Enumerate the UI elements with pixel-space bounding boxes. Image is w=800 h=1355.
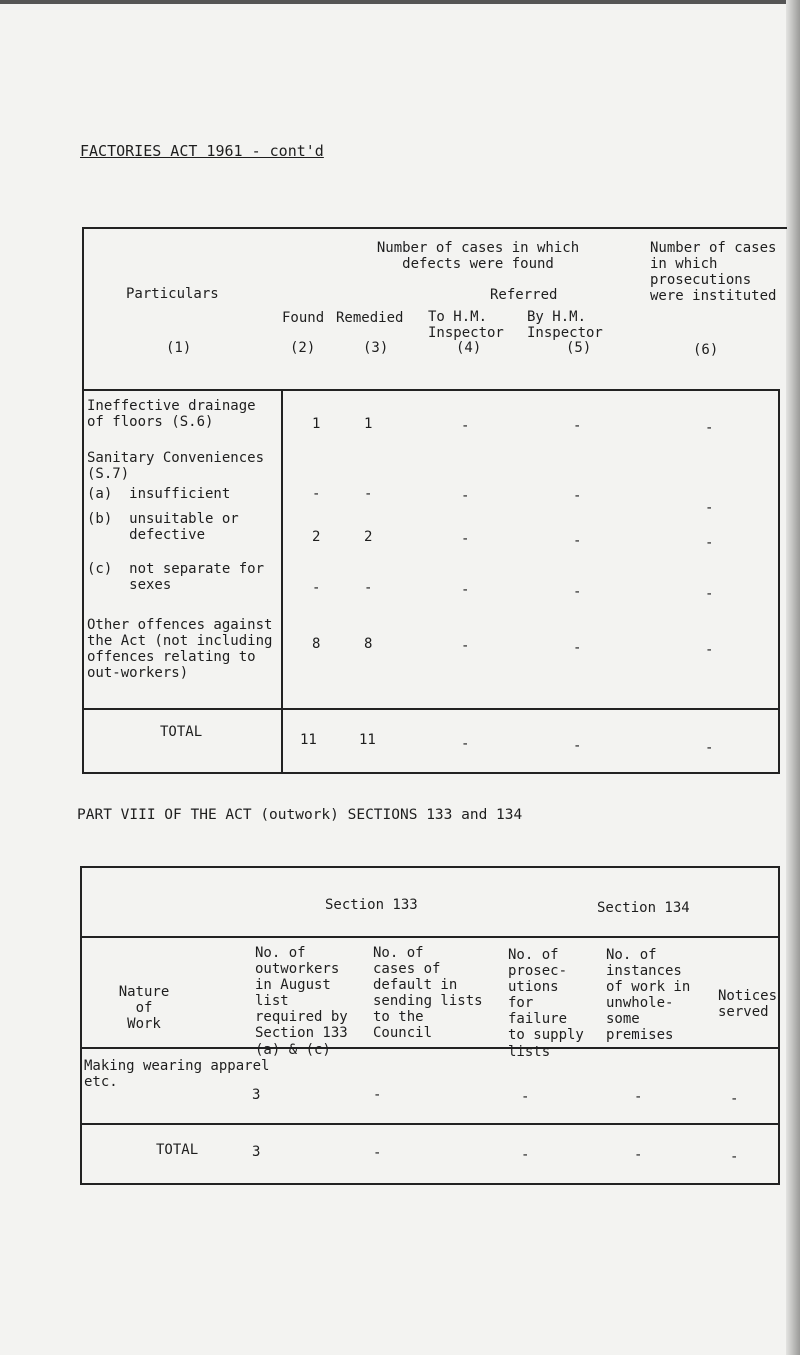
page-heading: FACTORIES ACT 1961 - cont'd xyxy=(80,142,324,160)
table1-right-border xyxy=(778,389,780,774)
total-found: 11 xyxy=(300,732,317,748)
cell-by-hm: - xyxy=(573,488,582,504)
row-label: Other offences against the Act (not including offences relating to out-workers) xyxy=(87,617,273,682)
cell-to-hm: - xyxy=(461,418,470,434)
table2-right-border xyxy=(778,866,780,1185)
cell-notices: - xyxy=(730,1091,739,1107)
header-found: Found xyxy=(282,310,325,326)
part-heading: PART VIII OF THE ACT (outwork) SECTIONS 133 and 134 xyxy=(77,807,523,823)
total-label: TOTAL xyxy=(160,724,203,740)
row-label: Ineffective drainage of floors (S.6) xyxy=(87,398,256,431)
header-referred: Referred xyxy=(490,287,558,303)
table2-section-rule xyxy=(80,936,780,938)
header-particulars-num: (1) xyxy=(166,340,192,356)
total-label: TOTAL xyxy=(156,1142,199,1158)
cell-to-hm: - xyxy=(461,531,470,547)
row-label: (b) unsuitable or defective xyxy=(87,511,239,544)
header-particulars: Particulars xyxy=(126,286,219,302)
header-to-hm: To H.M. Inspector xyxy=(428,309,504,342)
header-notices: Notices served xyxy=(718,988,778,1021)
section-133-label: Section 133 xyxy=(325,897,418,913)
header-by-hm: By H.M. Inspector xyxy=(527,309,603,342)
cell-remedied: 2 xyxy=(364,529,373,545)
table1-left-border xyxy=(82,227,84,774)
header-instances: No. of instances of work in unwhole- some premises xyxy=(606,947,691,1044)
header-to-hm-num: (4) xyxy=(456,340,482,356)
header-remedied-num: (3) xyxy=(363,340,389,356)
total-remedied: 11 xyxy=(359,732,376,748)
total-default: - xyxy=(373,1145,382,1161)
cell-remedied: 1 xyxy=(364,416,373,432)
section-134-label: Section 134 xyxy=(597,900,690,916)
cell-prosecutions: - xyxy=(705,535,714,551)
table1-total-rule xyxy=(82,708,780,710)
header-by-hm-num: (5) xyxy=(566,340,592,356)
cell-found: 2 xyxy=(312,529,321,545)
total-to-hm: - xyxy=(461,736,470,752)
cell-by-hm: - xyxy=(573,640,582,656)
table1-bottom-border xyxy=(82,772,780,774)
header-nature: Nature of Work xyxy=(118,984,170,1033)
total-prosecutions: - xyxy=(521,1147,530,1163)
page-edge-shadow xyxy=(786,0,800,1355)
header-remedied: Remedied xyxy=(336,310,404,326)
cell-by-hm: - xyxy=(573,418,582,434)
total-instances: - xyxy=(634,1147,643,1163)
cell-outworkers: 3 xyxy=(252,1087,261,1103)
total-by-hm: - xyxy=(573,738,582,754)
cell-to-hm: - xyxy=(461,638,470,654)
cell-remedied: - xyxy=(364,580,373,596)
table1-top-border xyxy=(82,227,787,229)
cell-prosecutions: - xyxy=(705,642,714,658)
row-label: (c) not separate for sexes xyxy=(87,561,265,594)
cell-prosecutions: - xyxy=(705,586,714,602)
cell-found: 8 xyxy=(312,636,321,652)
cell-found: - xyxy=(312,486,321,502)
header-prosecutions-num: (6) xyxy=(693,342,719,358)
cell-default: - xyxy=(373,1087,382,1103)
table2-header-rule xyxy=(80,1047,780,1049)
cell-by-hm: - xyxy=(573,533,582,549)
table1-header-rule xyxy=(82,389,780,391)
row-label: Making wearing apparel etc. xyxy=(84,1058,270,1091)
cell-prosecutions: - xyxy=(705,420,714,436)
row-label: (a) insufficient xyxy=(87,486,231,502)
header-outworkers: No. of outworkers in August list required by Section 133 (a) & (c) xyxy=(255,945,348,1058)
table2-left-border xyxy=(80,866,82,1185)
table2-total-rule xyxy=(80,1123,780,1125)
total-prosecutions: - xyxy=(705,740,714,756)
header-prosecutions-134: No. of prosec- utions for failure to supply lists xyxy=(508,947,584,1060)
cell-to-hm: - xyxy=(461,488,470,504)
row-label: Sanitary Conveniences (S.7) xyxy=(87,450,265,483)
cell-prosecutions: - xyxy=(705,500,714,516)
header-found-num: (2) xyxy=(290,340,316,356)
total-notices: - xyxy=(730,1149,739,1165)
table2-bottom-border xyxy=(80,1183,780,1185)
header-number-cases: Number of cases in which defects were found xyxy=(376,240,580,273)
cell-to-hm: - xyxy=(461,582,470,598)
top-scan-edge xyxy=(0,0,800,4)
cell-found: 1 xyxy=(312,416,321,432)
cell-remedied: 8 xyxy=(364,636,373,652)
cell-instances: - xyxy=(634,1089,643,1105)
table1-col-divider xyxy=(281,389,283,774)
header-default: No. of cases of default in sending lists to the Council xyxy=(373,945,483,1042)
cell-remedied: - xyxy=(364,486,373,502)
total-outworkers: 3 xyxy=(252,1144,261,1160)
header-prosecutions: Number of cases in which prosecutions were instituted xyxy=(650,240,777,305)
table2-top-border xyxy=(80,866,780,868)
cell-by-hm: - xyxy=(573,584,582,600)
cell-found: - xyxy=(312,580,321,596)
cell-prosecutions: - xyxy=(521,1089,530,1105)
